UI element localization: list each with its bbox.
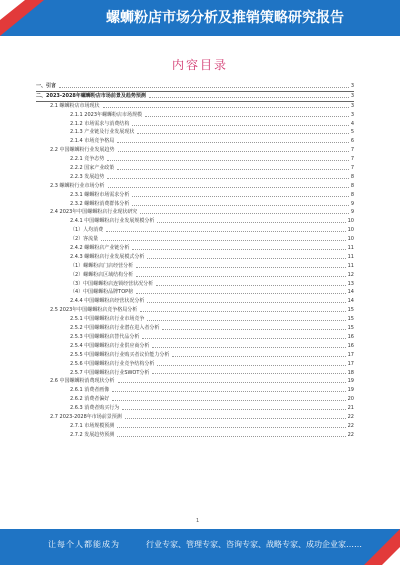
page-number: 1 [196,518,200,524]
toc-entry-page: 15 [347,307,354,314]
toc-entry-page: 7 [350,147,354,154]
toc-leader-dots [149,97,349,98]
toc-entry-page: 20 [347,396,354,403]
toc-leader-dots [136,276,345,277]
toc-entry[interactable] [36,235,354,244]
toc-entry-page: 22 [347,422,354,429]
toc-entry[interactable] [36,137,354,146]
toc-leader-dots [147,258,345,259]
toc-entry-label: 2.6.2 消费者偏好 [70,396,110,403]
toc-entry[interactable] [36,111,354,120]
toc-entry[interactable] [36,351,354,360]
toc-entry-label: （2）螺蛳粉店区域结构分析 [70,271,134,278]
toc-leader-dots [59,87,349,88]
toc-entry-page: 9 [350,209,354,216]
toc-entry[interactable] [36,262,354,271]
toc-entry-page: 21 [347,405,354,412]
toc-leader-dots [101,240,345,241]
toc-entry-page: 17 [347,360,354,367]
toc-entry[interactable] [36,82,354,92]
toc-entry-label: 2.1.4 市场竞争格局 [70,138,115,145]
toc-entry-page: 8 [350,182,354,189]
toc-entry-label: 2.3.2 螺蛳粉消费群体分析 [70,200,130,207]
toc-entry[interactable] [36,120,354,129]
toc-entry-label: 2.7 2023-2028年市场前景预测 [50,413,122,420]
toc-leader-dots [147,320,345,321]
toc-leader-dots [145,116,349,117]
toc-entry-label: 2.4.4 中国螺蛳粉店经营状况分析 [70,298,145,305]
toc-entry-page: 3 [350,92,354,99]
toc-leader-dots [112,391,345,392]
toc-leader-dots [142,338,345,339]
toc-entry[interactable] [36,217,354,226]
toc-entry[interactable] [36,395,354,404]
toc-entry-page: 15 [347,316,354,323]
toc-leader-dots [162,329,345,330]
toc-entry[interactable] [36,280,354,289]
toc-entry[interactable] [36,369,354,378]
toc-entry-label: 2.3.1 螺蛳粉市场需求分析 [70,191,130,198]
toc-entry-label: 2.4 2023年中国螺蛳粉店行业现状研究 [50,209,138,216]
toc-leader-dots [172,356,345,357]
toc-entry-page: 17 [347,351,354,358]
toc-leader-dots [140,213,349,214]
toc-entry-label: 2.5.3 中国螺蛳粉店替代品分析 [70,333,140,340]
footer-banner [0,529,400,565]
toc-leader-dots [152,347,345,348]
toc-entry[interactable] [36,431,354,440]
toc-entry-label: 2.1.2 市场需求与消费结构 [70,120,130,127]
table-of-contents [36,82,354,440]
toc-entry[interactable] [36,271,354,280]
toc-entry-page: 14 [347,289,354,296]
toc-leader-dots [106,231,345,232]
toc-leader-dots [132,205,348,206]
toc-entry-page: 19 [347,378,354,385]
toc-entry[interactable] [36,244,354,253]
toc-entry-label: 2.7.1 市场规模预测 [70,422,115,429]
toc-entry-label: （1）人均消费 [70,227,104,234]
toc-entry-page: 10 [347,236,354,243]
toc-leader-dots [118,151,349,152]
toc-entry-label: 2.2.1 竞争态势 [70,156,105,163]
toc-entry-label: 2.5.4 中国螺蛳粉店行业供应商分析 [70,342,150,349]
toc-entry-label: （1）螺蛳粉店门店经营分析 [70,262,134,269]
toc-entry[interactable] [36,288,354,297]
toc-entry-page: 7 [350,156,354,163]
toc-entry[interactable] [36,182,354,191]
toc-entry[interactable] [36,102,354,111]
toc-entry-page: 15 [347,325,354,332]
toc-entry-page: 3 [350,102,354,109]
toc-entry-page: 22 [347,413,354,420]
toc-entry-label: 一、引言 [36,83,57,89]
toc-entry[interactable] [36,386,354,395]
toc-entry-page: 3 [350,83,354,89]
toc-entry[interactable] [36,422,354,431]
toc-entry-page: 4 [350,120,354,127]
toc-leader-dots [147,302,345,303]
toc-entry-page: 10 [347,218,354,225]
toc-entry-page: 7 [350,165,354,172]
toc-leader-dots [117,427,345,428]
toc-entry-page: 11 [347,253,354,260]
header-white-triangle [0,0,25,20]
toc-entry-page: 9 [350,200,354,207]
toc-entry-label: 2.2 中国螺蛳粉行业发展趋势 [50,147,115,154]
toc-entry-label: 2.5.5 中国螺蛳粉店行业购买者议价能力分析 [70,351,170,358]
toc-leader-dots [132,125,348,126]
toc-entry-label: （3）中国螺蛳粉店连锁经营状况分析 [70,280,154,287]
toc-entry-label: 2.4.1 中国螺蛳粉店行业发展规模分析 [70,218,155,225]
toc-entry-label: 2.5.7 中国螺蛳粉店行业SWOT分析 [70,369,150,376]
toc-entry-page: 19 [347,387,354,394]
toc-leader-dots [157,222,345,223]
toc-entry-label: 2.6.3 消费者购买行为 [70,405,120,412]
toc-entry-page: 3 [350,111,354,118]
toc-entry-page: 6 [350,138,354,145]
toc-entry-label: （4）中国螺蛳粉品牌TOP榜 [70,289,134,296]
toc-entry[interactable] [36,128,354,137]
toc-entry[interactable] [36,146,354,155]
toc-entry-label: 2.5 2023年中国螺蛳粉店竞争格局分析 [50,307,138,314]
toc-entry-label: 2.3 螺蛳粉行业市场分析 [50,182,105,189]
toc-leader-dots [117,436,345,437]
toc-entry[interactable] [36,226,354,235]
toc-entry-page: 12 [347,271,354,278]
toc-entry-label: 2.4.2 螺蛳粉店产业链分析 [70,245,130,252]
toc-leader-dots [122,409,345,410]
toc-entry[interactable] [36,253,354,262]
toc-entry[interactable] [36,404,354,413]
toc-entry-page: 11 [347,262,354,269]
toc-entry[interactable] [36,342,354,351]
toc-entry-page: 8 [350,191,354,198]
toc-leader-dots [117,169,349,170]
toc-entry-page: 13 [347,280,354,287]
toc-entry-label: 2.1.3 产业链及行业发展现状 [70,129,135,136]
toc-entry[interactable] [36,200,354,209]
toc-entry[interactable] [36,92,354,102]
toc-entry-page: 14 [347,298,354,305]
toc-entry[interactable] [36,208,354,217]
toc-entry[interactable] [36,333,354,342]
toc-leader-dots [118,382,346,383]
toc-entry[interactable] [36,377,354,386]
toc-leader-dots [132,196,348,197]
toc-entry-label: 2.6 中国螺蛳粉消费现状分析 [50,378,115,385]
toc-entry-label: 2.2.3 发展趋势 [70,173,105,180]
toc-entry[interactable] [36,164,354,173]
toc-entry[interactable] [36,155,354,164]
toc-entry-page: 8 [350,173,354,180]
toc-entry-label: 2.1 螺蛳粉店市场现状 [50,102,100,109]
toc-leader-dots [140,311,345,312]
toc-entry[interactable] [36,191,354,200]
toc-leader-dots [117,142,349,143]
toc-entry[interactable] [36,324,354,333]
toc-leader-dots [156,285,345,286]
toc-entry-page: 16 [347,333,354,340]
toc-entry-page: 16 [347,342,354,349]
toc-entry[interactable] [36,173,354,182]
toc-entry-label: 2.6.1 消费者画像 [70,387,110,394]
toc-leader-dots [108,187,349,188]
toc-entry-label: 2.5.2 中国螺蛳粉店行业潜在进入者分析 [70,325,160,332]
toc-entry-label: 2.1.1 2023年螺蛳粉店市场规模 [70,111,143,118]
toc-leader-dots [103,107,349,108]
toc-entry-label: 2.5.1 中国螺蛳粉店行业市场竞争 [70,316,145,323]
toc-leader-dots [157,365,345,366]
footer-slogan-right: 行业专家、管理专家、咨询专家、战略专家、成功企业家…… [146,540,362,549]
toc-leader-dots [107,160,349,161]
toc-entry-label: 2.7.2 发展趋势预测 [70,431,115,438]
footer-white-triangle [382,547,400,565]
toc-leader-dots [137,133,348,134]
toc-entry[interactable] [36,315,354,324]
toc-entry-page: 22 [347,431,354,438]
toc-entry[interactable] [36,360,354,369]
toc-heading: 内容目录 [171,58,228,72]
toc-leader-dots [152,373,345,374]
toc-leader-dots [112,400,345,401]
toc-entry-page: 18 [347,369,354,376]
footer-slogan-left: 让每个人都能成为 [48,540,120,549]
report-title: 螺蛳粉店市场分析及推销策略研究报告 [106,10,344,26]
toc-entry-label: （2）客流量 [70,236,99,243]
toc-entry-label: 2.4.3 螺蛳粉店行业发展模式分析 [70,253,145,260]
toc-leader-dots [136,293,345,294]
toc-entry-page: 11 [347,245,354,252]
toc-entry[interactable] [36,413,354,422]
toc-leader-dots [132,249,345,250]
toc-leader-dots [107,178,349,179]
toc-entry-label: 2.2.2 国家产业政策 [70,165,115,172]
toc-entry-label: 2.5.6 中国螺蛳粉店行业竞争结构分析 [70,360,155,367]
toc-entry-label: 二、2023-2028年螺蛳粉店市场前景及趋势预测 [36,92,146,99]
toc-entry-page: 10 [347,227,354,234]
toc-leader-dots [125,418,346,419]
toc-entry[interactable] [36,306,354,315]
header-banner [0,0,400,36]
toc-leader-dots [136,267,345,268]
toc-entry-page: 5 [350,129,354,136]
toc-entry[interactable] [36,297,354,306]
